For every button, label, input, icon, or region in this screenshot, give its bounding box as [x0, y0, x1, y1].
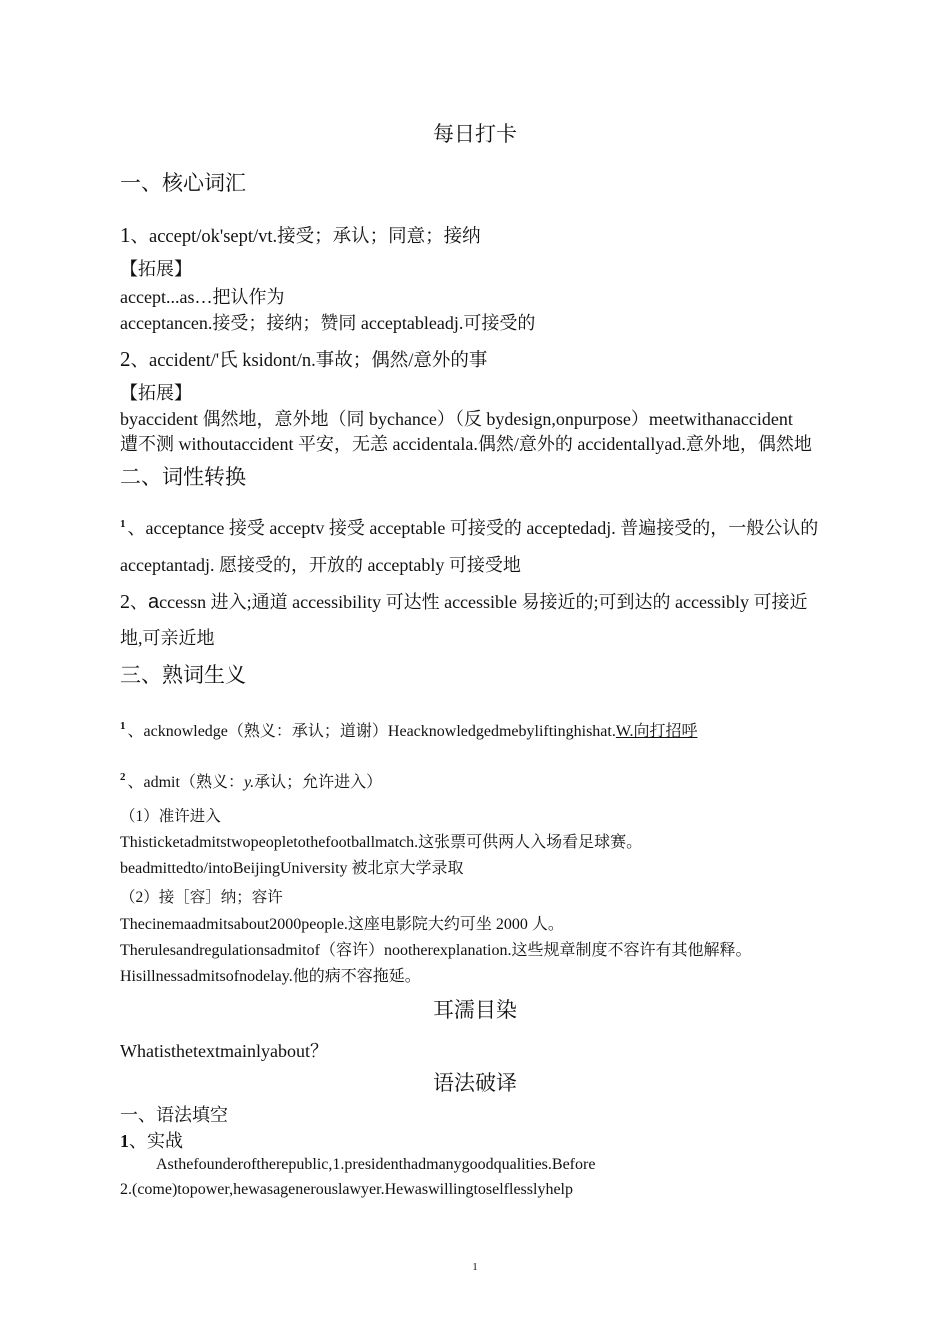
example-sentence: Thecinemaadmitsabout2000people.这座电影院大约可坐 2000 人。 — [120, 916, 564, 933]
item-number: 1 — [120, 518, 126, 530]
grammar-passage-line: Asthefounderoftherepublic,1.presidenthadmanygoodqualities.Before — [156, 1156, 596, 1173]
extension-line: 遭不测 withoutaccident 平安，无恙 accidentala.偶然/意外的 accidentallyad.意外地，偶然地 — [120, 434, 812, 454]
item-number: 1 — [120, 223, 131, 247]
example-sentence: Thisticketadmitstwopeopletothefootballmatch.这张票可供两人入场看足球赛。 — [120, 834, 643, 851]
example-sentence: beadmittedto/intoBeijingUniversity 被北京大学录取 — [120, 860, 464, 877]
example-sentence: Hisillnessadmitsofnodelay.他的病不容拖延。 — [120, 968, 421, 985]
entry-text: 承认；允许进入） — [254, 774, 383, 791]
practice-label-text: 、实战 — [129, 1131, 183, 1151]
example-sentence: Therulesandregulationsadmitof（容许）nootherexplanation.这些规章制度不容许有其他解释。 — [120, 942, 752, 959]
entry-italic: y. — [243, 774, 255, 791]
item-number: 2 — [120, 771, 126, 783]
underlined-translation: W.向打招呼 — [615, 723, 698, 740]
word-form-line: 地,可亲近地 — [120, 628, 215, 648]
extension-label: 【拓展】 — [120, 383, 192, 403]
item-number: 2 — [120, 347, 131, 371]
item-number: 1 — [120, 1131, 129, 1151]
grammar-subheading: 一、语法填空 — [120, 1105, 228, 1125]
grammar-practice-label — [120, 1132, 183, 1150]
item-number: 1 — [120, 720, 126, 732]
grammar-heading: 语法破译 — [433, 1071, 517, 1095]
section-heading-new-meanings: 三、熟词生义 — [120, 663, 246, 687]
entry-text: 、acknowledge（熟义：承认；道谢）Heacknowledgedmebyliftinghishat. — [127, 723, 616, 740]
word-form-initial: a — [148, 591, 160, 613]
extension-label: 【拓展】 — [120, 259, 192, 279]
listening-heading: 耳濡目染 — [433, 998, 517, 1022]
item-number: 2 — [120, 591, 130, 613]
word-form-text: 、acceptance 接受 acceptv 接受 acceptable 可接受的 acceptedadj. 普遍接受的，一般公认的 — [127, 518, 819, 538]
word-form-line — [120, 592, 808, 612]
section-heading-word-forms: 二、词性转换 — [120, 465, 246, 489]
sub-meaning-label: （1）准许进入 — [120, 808, 221, 825]
page-title: 每日打卡 — [433, 122, 517, 146]
word-form-sep: 、 — [130, 592, 148, 612]
extension-line: acceptancen.接受；接纳；赞同 acceptableadj.可接受的 — [120, 313, 536, 333]
grammar-passage-line: 2.(come)topower,hewasagenerouslawyer.Hewaswillingtoselflesslyhelp — [120, 1181, 573, 1198]
entry-text: 、accident/'氏 ksidont/n.事故；偶然/意外的事 — [130, 351, 488, 371]
word-form-line: acceptantadj. 愿接受的，开放的 acceptably 可接受地 — [120, 555, 521, 575]
entry-text: 、admit（熟义： — [127, 774, 244, 791]
page-number: 1 — [472, 1261, 478, 1273]
extension-line: byaccident 偶然地，意外地（同 bychance）（反 bydesign,onpurpose）meetwithanaccident — [120, 409, 793, 429]
vocab-entry-accept — [120, 225, 481, 247]
extension-line: accept...as…把认作为 — [120, 287, 285, 307]
vocab-entry-accident — [120, 349, 487, 371]
section-heading-core-vocab: 一、核心词汇 — [120, 171, 246, 195]
word-form-text: ccessn 进入;通道 accessibility 可达性 accessible 易接近的;可到达的 accessibly 可接近 — [159, 592, 808, 612]
listening-question: Whatisthetextmainlyabout？ — [120, 1041, 328, 1061]
sub-meaning-label: （2）接［容］纳；容许 — [120, 889, 283, 906]
meaning-entry-acknowledge — [120, 720, 698, 740]
word-form-line — [120, 519, 818, 537]
entry-text: 、accept/ok'sept/vt.接受；承认；同意；接纳 — [130, 227, 481, 247]
meaning-entry-admit — [120, 771, 383, 791]
